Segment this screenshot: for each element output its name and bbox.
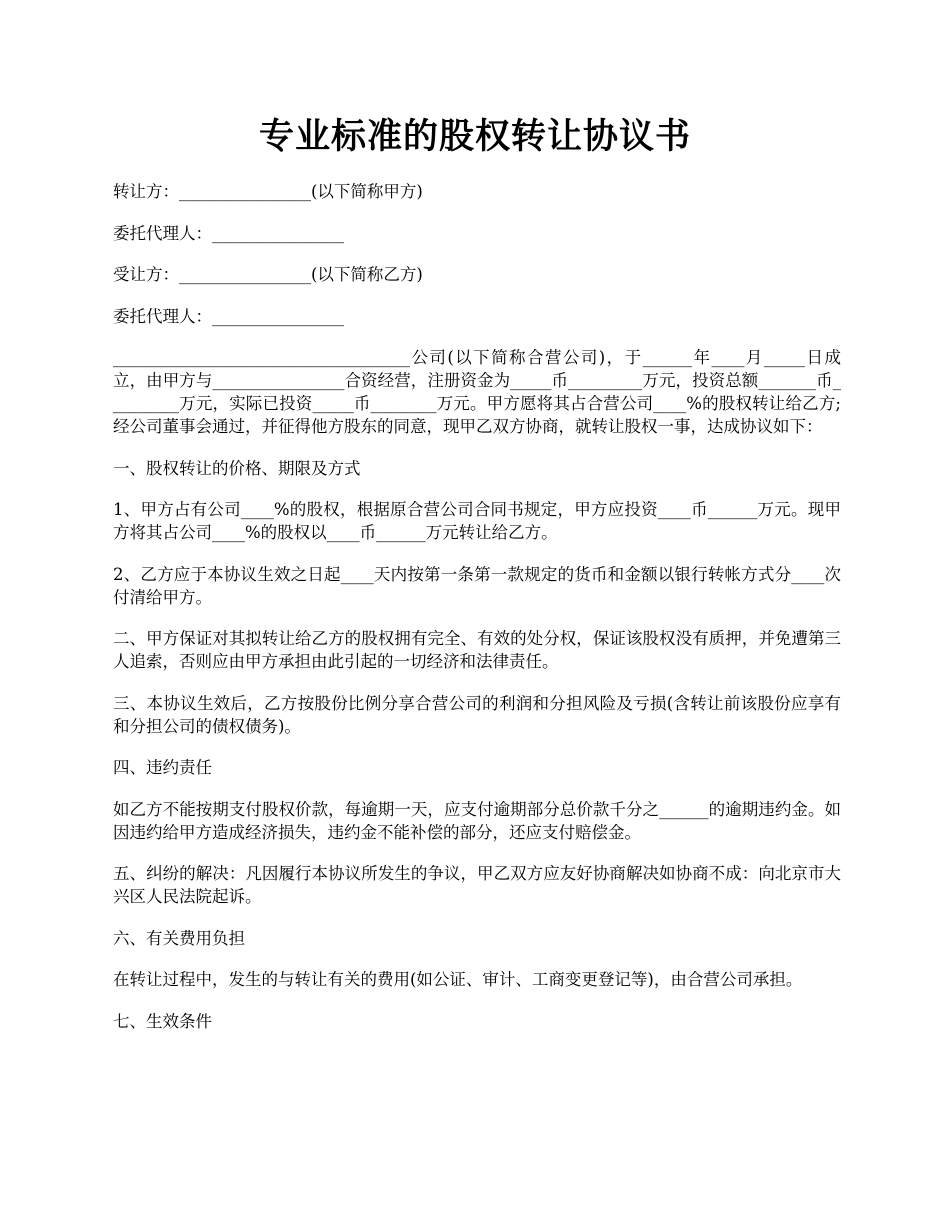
transferor-agent-line: 委托代理人：________________ [113, 223, 344, 243]
section-heading-4: 四、违约责任 [113, 758, 212, 777]
transferee-agent-line: 委托代理人：________________ [113, 306, 344, 326]
preamble-paragraph: ____________________________________公司(以下简称合营公司)，于______年____月_____日成立，由甲方与________________合资经营，注册资金为_____币_________万元，投资总额_______币_________万元，实际已投资_____币________万元。甲方愿将其占合营公司____%的股权转让给乙方;经公司董事会通过，并征得他方股东的同意，现甲乙双方协商，就转让股权一事，达成协议如下： [113, 348, 842, 436]
document-title: 专业标准的股权转让协议书 [258, 116, 691, 157]
section-heading-1: 一、股权转让的价格、期限及方式 [113, 458, 361, 478]
section-6-paragraph: 在转让过程中，发生的与转让有关的费用(如公证、审计、工商变更登记等)，由合营公司承担。 [113, 970, 803, 989]
section-4-paragraph: 如乙方不能按期支付股权价款，每逾期一天，应支付逾期部分总价款千分之______的逾期违约金。如因违约给甲方造成经济损失，违约金不能补偿的部分，还应支付赔偿金。 [113, 799, 841, 842]
section-5-paragraph: 五、纠纷的解决：凡因履行本协议所发生的争议，甲乙双方应友好协商解决如协商不成：向北京市大兴区人民法院起诉。 [113, 864, 841, 906]
section-heading-7: 七、生效条件 [113, 1011, 212, 1031]
section-3-paragraph: 三、本协议生效后，乙方按股份比例分享合营公司的利润和分担风险及亏损(含转让前该股份应享有和分担公司的债权债务)。 [113, 693, 841, 736]
clause-1-1: 1、甲方占有公司____%的股权，根据原合营公司合同书规定，甲方应投资____币______万元。现甲方将其占公司____%的股权以____币______万元转让给乙方。 [113, 500, 841, 542]
section-2-paragraph: 二、甲方保证对其拟转让给乙方的股权拥有完全、有效的处分权，保证该股权没有质押，并免遭第三人追索，否则应由甲方承担由此引起的一切经济和法律责任。 [113, 629, 841, 671]
transferee-line: 受让方：________________(以下简称乙方) [113, 265, 423, 284]
transferor-line: 转让方：________________(以下简称甲方) [113, 182, 423, 201]
clause-1-2: 2、乙方应于本协议生效之日起____天内按第一条第一款规定的货币和金额以银行转帐方式分____次付清给甲方。 [113, 564, 841, 607]
document-body [113, 180, 841, 1051]
section-heading-6: 六、有关费用负担 [113, 928, 245, 948]
